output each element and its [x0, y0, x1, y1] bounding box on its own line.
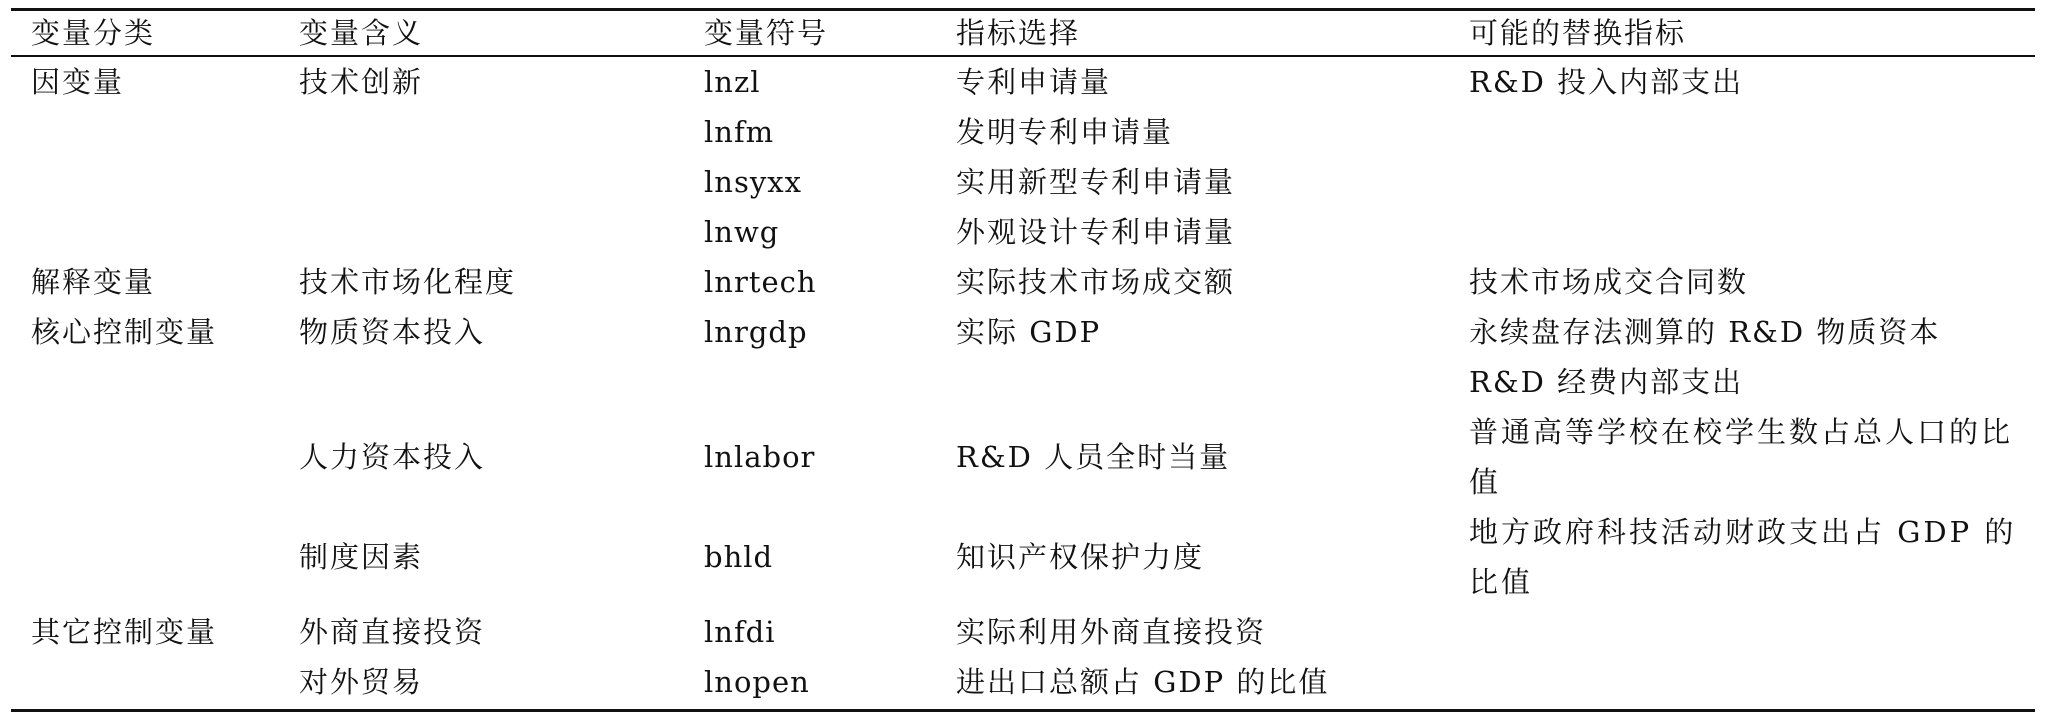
cell-category: [11, 157, 279, 207]
cell-meaning: [279, 107, 684, 157]
cell-meaning: 技术创新: [299, 64, 424, 99]
cell-alternative: [1449, 107, 2035, 157]
cell-alternative: 地方政府科技活动财政支出占 GDP 的比值: [1469, 514, 2017, 599]
variable-table: [11, 8, 2035, 712]
cell-alternative: 普通高等学校在校学生数占总人口的比值: [1469, 414, 2014, 499]
cell-meaning: 外商直接投资: [299, 614, 486, 649]
cell-indicator: 实际技术市场成交额: [956, 264, 1236, 299]
cell-meaning: [279, 207, 684, 257]
cell-indicator: 进出口总额占 GDP 的比值: [956, 664, 1330, 699]
table-row: [11, 207, 2035, 257]
cell-indicator: 实际 GDP: [956, 314, 1102, 349]
table-row: [11, 507, 2035, 607]
cell-meaning: 物质资本投入: [299, 314, 486, 349]
header-indicator: 指标选择: [956, 16, 1081, 50]
cell-meaning: [279, 157, 684, 207]
cell-meaning: 对外贸易: [299, 664, 424, 699]
table-bottom-rule: [11, 709, 2035, 712]
cell-category: 因变量: [31, 64, 125, 99]
table-row: [11, 107, 2035, 157]
table-row: [11, 157, 2035, 207]
cell-category: [11, 657, 279, 707]
header-meaning: 变量含义: [299, 16, 424, 50]
cell-alternative: R&D 投入内部支出: [1469, 64, 1744, 99]
table-row: [11, 407, 2035, 507]
cell-indicator: R&D 人员全时当量: [956, 439, 1231, 474]
cell-category: [11, 107, 279, 157]
cell-symbol: lnfm: [704, 114, 775, 149]
cell-indicator: 专利申请量: [956, 64, 1112, 99]
cell-category: [11, 207, 279, 257]
table-header: [11, 11, 2035, 57]
table-row: [11, 607, 2035, 657]
cell-alternative: [1449, 207, 2035, 257]
cell-symbol: lnopen: [704, 664, 810, 699]
table-row: [11, 257, 2035, 307]
header-alternative: 可能的替换指标: [1469, 16, 1687, 50]
cell-symbol: lnzl: [704, 64, 761, 99]
cell-alternative: [1449, 157, 2035, 207]
cell-meaning: 技术市场化程度: [299, 264, 517, 299]
table-row: [11, 307, 2035, 357]
cell-meaning: 制度因素: [299, 539, 424, 574]
header-category: 变量分类: [31, 16, 156, 50]
cell-meaning: [279, 357, 684, 407]
cell-indicator: 实际利用外商直接投资: [956, 614, 1267, 649]
table-row: [11, 357, 2035, 407]
cell-category: 解释变量: [31, 264, 156, 299]
cell-symbol: lnlabor: [704, 439, 816, 474]
cell-symbol: lnfdi: [704, 614, 776, 649]
cell-symbol: lnrtech: [704, 264, 817, 299]
cell-category: [11, 407, 279, 507]
header-symbol: 变量符号: [704, 16, 829, 50]
cell-indicator: 发明专利申请量: [956, 114, 1174, 149]
table-row: [11, 57, 2035, 107]
table-body: [11, 11, 2035, 707]
cell-symbol: lnwg: [704, 214, 780, 249]
cell-symbol: lnsyxx: [704, 164, 802, 199]
cell-indicator: 外观设计专利申请量: [956, 214, 1236, 249]
cell-symbol: bhld: [704, 539, 774, 574]
cell-alternative: R&D 经费内部支出: [1469, 364, 1744, 399]
cell-alternative: [1449, 657, 2035, 707]
cell-alternative: 永续盘存法测算的 R&D 物质资本: [1469, 314, 1941, 349]
cell-symbol: [684, 357, 936, 407]
cell-alternative: 技术市场成交合同数: [1469, 264, 1749, 299]
cell-symbol: lnrgdp: [704, 314, 808, 349]
cell-indicator: 实用新型专利申请量: [956, 164, 1236, 199]
cell-category: 其它控制变量: [31, 614, 218, 649]
cell-meaning: 人力资本投入: [299, 439, 486, 474]
header-row: [11, 11, 2035, 55]
cell-indicator: [936, 357, 1449, 407]
cell-category: 核心控制变量: [31, 314, 218, 349]
table-row: [11, 657, 2035, 707]
cell-indicator: 知识产权保护力度: [956, 539, 1205, 574]
cell-category: [11, 507, 279, 607]
cell-alternative: [1449, 607, 2035, 657]
cell-category: [11, 357, 279, 407]
